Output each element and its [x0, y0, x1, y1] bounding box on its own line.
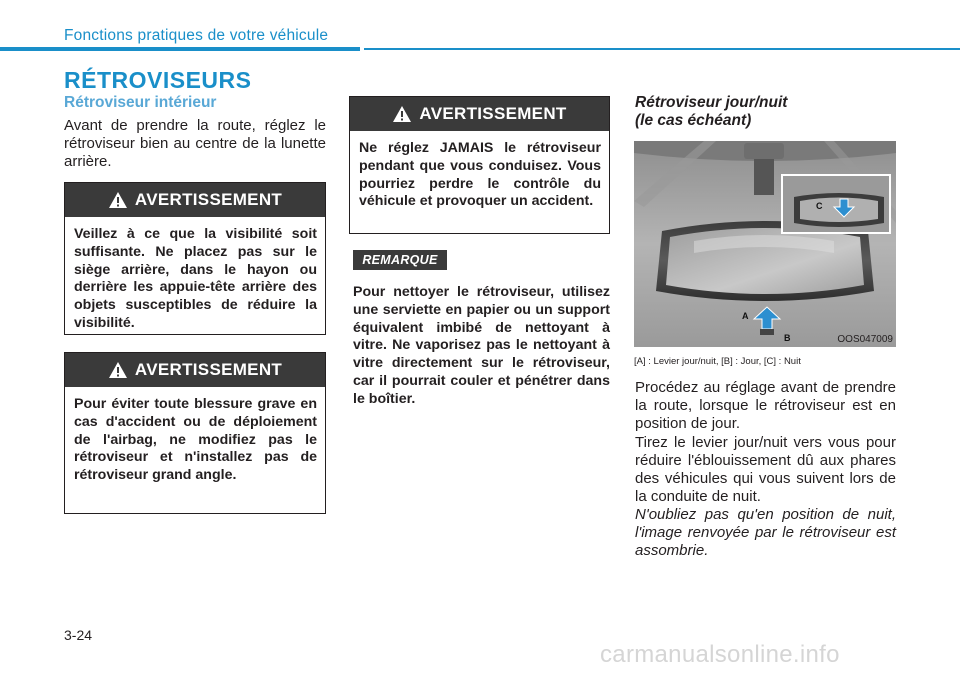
section-title: RÉTROVISEURS: [64, 67, 252, 93]
warning-box-visibility: [64, 182, 326, 335]
day-night-paragraph-2: Tirez le levier jour/nuit vers vous pour réduire l'éblouissement dû aux phares des véhicules qui vous suivent lors de la conduite de nuit.: [635, 434, 896, 505]
warning-header: [350, 97, 609, 131]
figure-label-a: A: [742, 311, 749, 321]
warning-heading: AVERTISSEMENT: [419, 104, 567, 123]
day-night-title-line1: Rétroviseur jour/nuit: [635, 94, 788, 111]
warning-text: Ne réglez JAMAIS le rétroviseur pendant que vous conduisez. Vous pourriez perdre le contrôle du véhicule et provoquer un accident.: [359, 140, 601, 210]
warning-text: Veillez à ce que la visibilité soit suffisante. Ne placez pas sur le siège arrière, dans le hayon ou derrière les appuie-tête arrière des objets susceptibles de réduire la visibilité.: [74, 226, 317, 331]
header-rule-thin: [364, 48, 960, 50]
figure-label-c: C: [816, 201, 823, 211]
figure-code: OOS047009: [837, 334, 893, 345]
subsection-title: Rétroviseur intérieur: [64, 94, 217, 111]
figure-label-b: B: [784, 333, 791, 343]
watermark: carmanualsonline.info: [600, 641, 840, 668]
day-night-title: [635, 94, 787, 130]
warning-header: [65, 353, 325, 387]
header-rule-thick: [0, 47, 360, 51]
warning-heading: AVERTISSEMENT: [134, 190, 283, 209]
warning-triangle-icon: [108, 191, 128, 209]
intro-paragraph: Avant de prendre la route, réglez le rétroviseur bien au centre de la lunette arrière.: [64, 117, 326, 170]
warning-text: Pour éviter toute blessure grave en cas d'accident ou de déploiement de l'airbag, ne modifiez pas le rétroviseur et n'installez pas de rétroviseur grand angle.: [74, 396, 317, 484]
remark-badge: REMARQUE: [353, 250, 447, 270]
remark-text: Pour nettoyer le rétroviseur, utilisez une serviette en papier ou un support équivalent imbibé de nettoyant à vitre. Ne vaporisez pas le nettoyant à vitre directement sur le rétroviseur, car il pourrait couler et pénétrer dans le boîtier.: [353, 284, 610, 407]
warning-box-airbag: [64, 352, 326, 514]
page-number: 3-24: [64, 627, 93, 643]
mirror-figure: [634, 141, 896, 347]
warning-triangle-icon: [392, 105, 412, 123]
warning-box-driving: [349, 96, 610, 234]
figure-caption: [A] : Levier jour/nuit, [B] : Jour, [C] : Nuit: [634, 356, 801, 367]
warning-heading: AVERTISSEMENT: [134, 360, 283, 379]
day-night-paragraph-3: N'oubliez pas qu'en position de nuit, l'image renvoyée par le rétroviseur est assombrie.: [635, 506, 896, 559]
warning-header: [65, 183, 325, 217]
day-night-title-line2: (le cas échéant): [635, 112, 752, 129]
chapter-title: Fonctions pratiques de votre véhicule: [64, 27, 329, 44]
day-night-paragraph-1: Procédez au réglage avant de prendre la route, lorsque le rétroviseur est en position de jour.: [635, 379, 896, 432]
mirror-illustration: [634, 141, 896, 347]
warning-triangle-icon: [108, 361, 128, 379]
